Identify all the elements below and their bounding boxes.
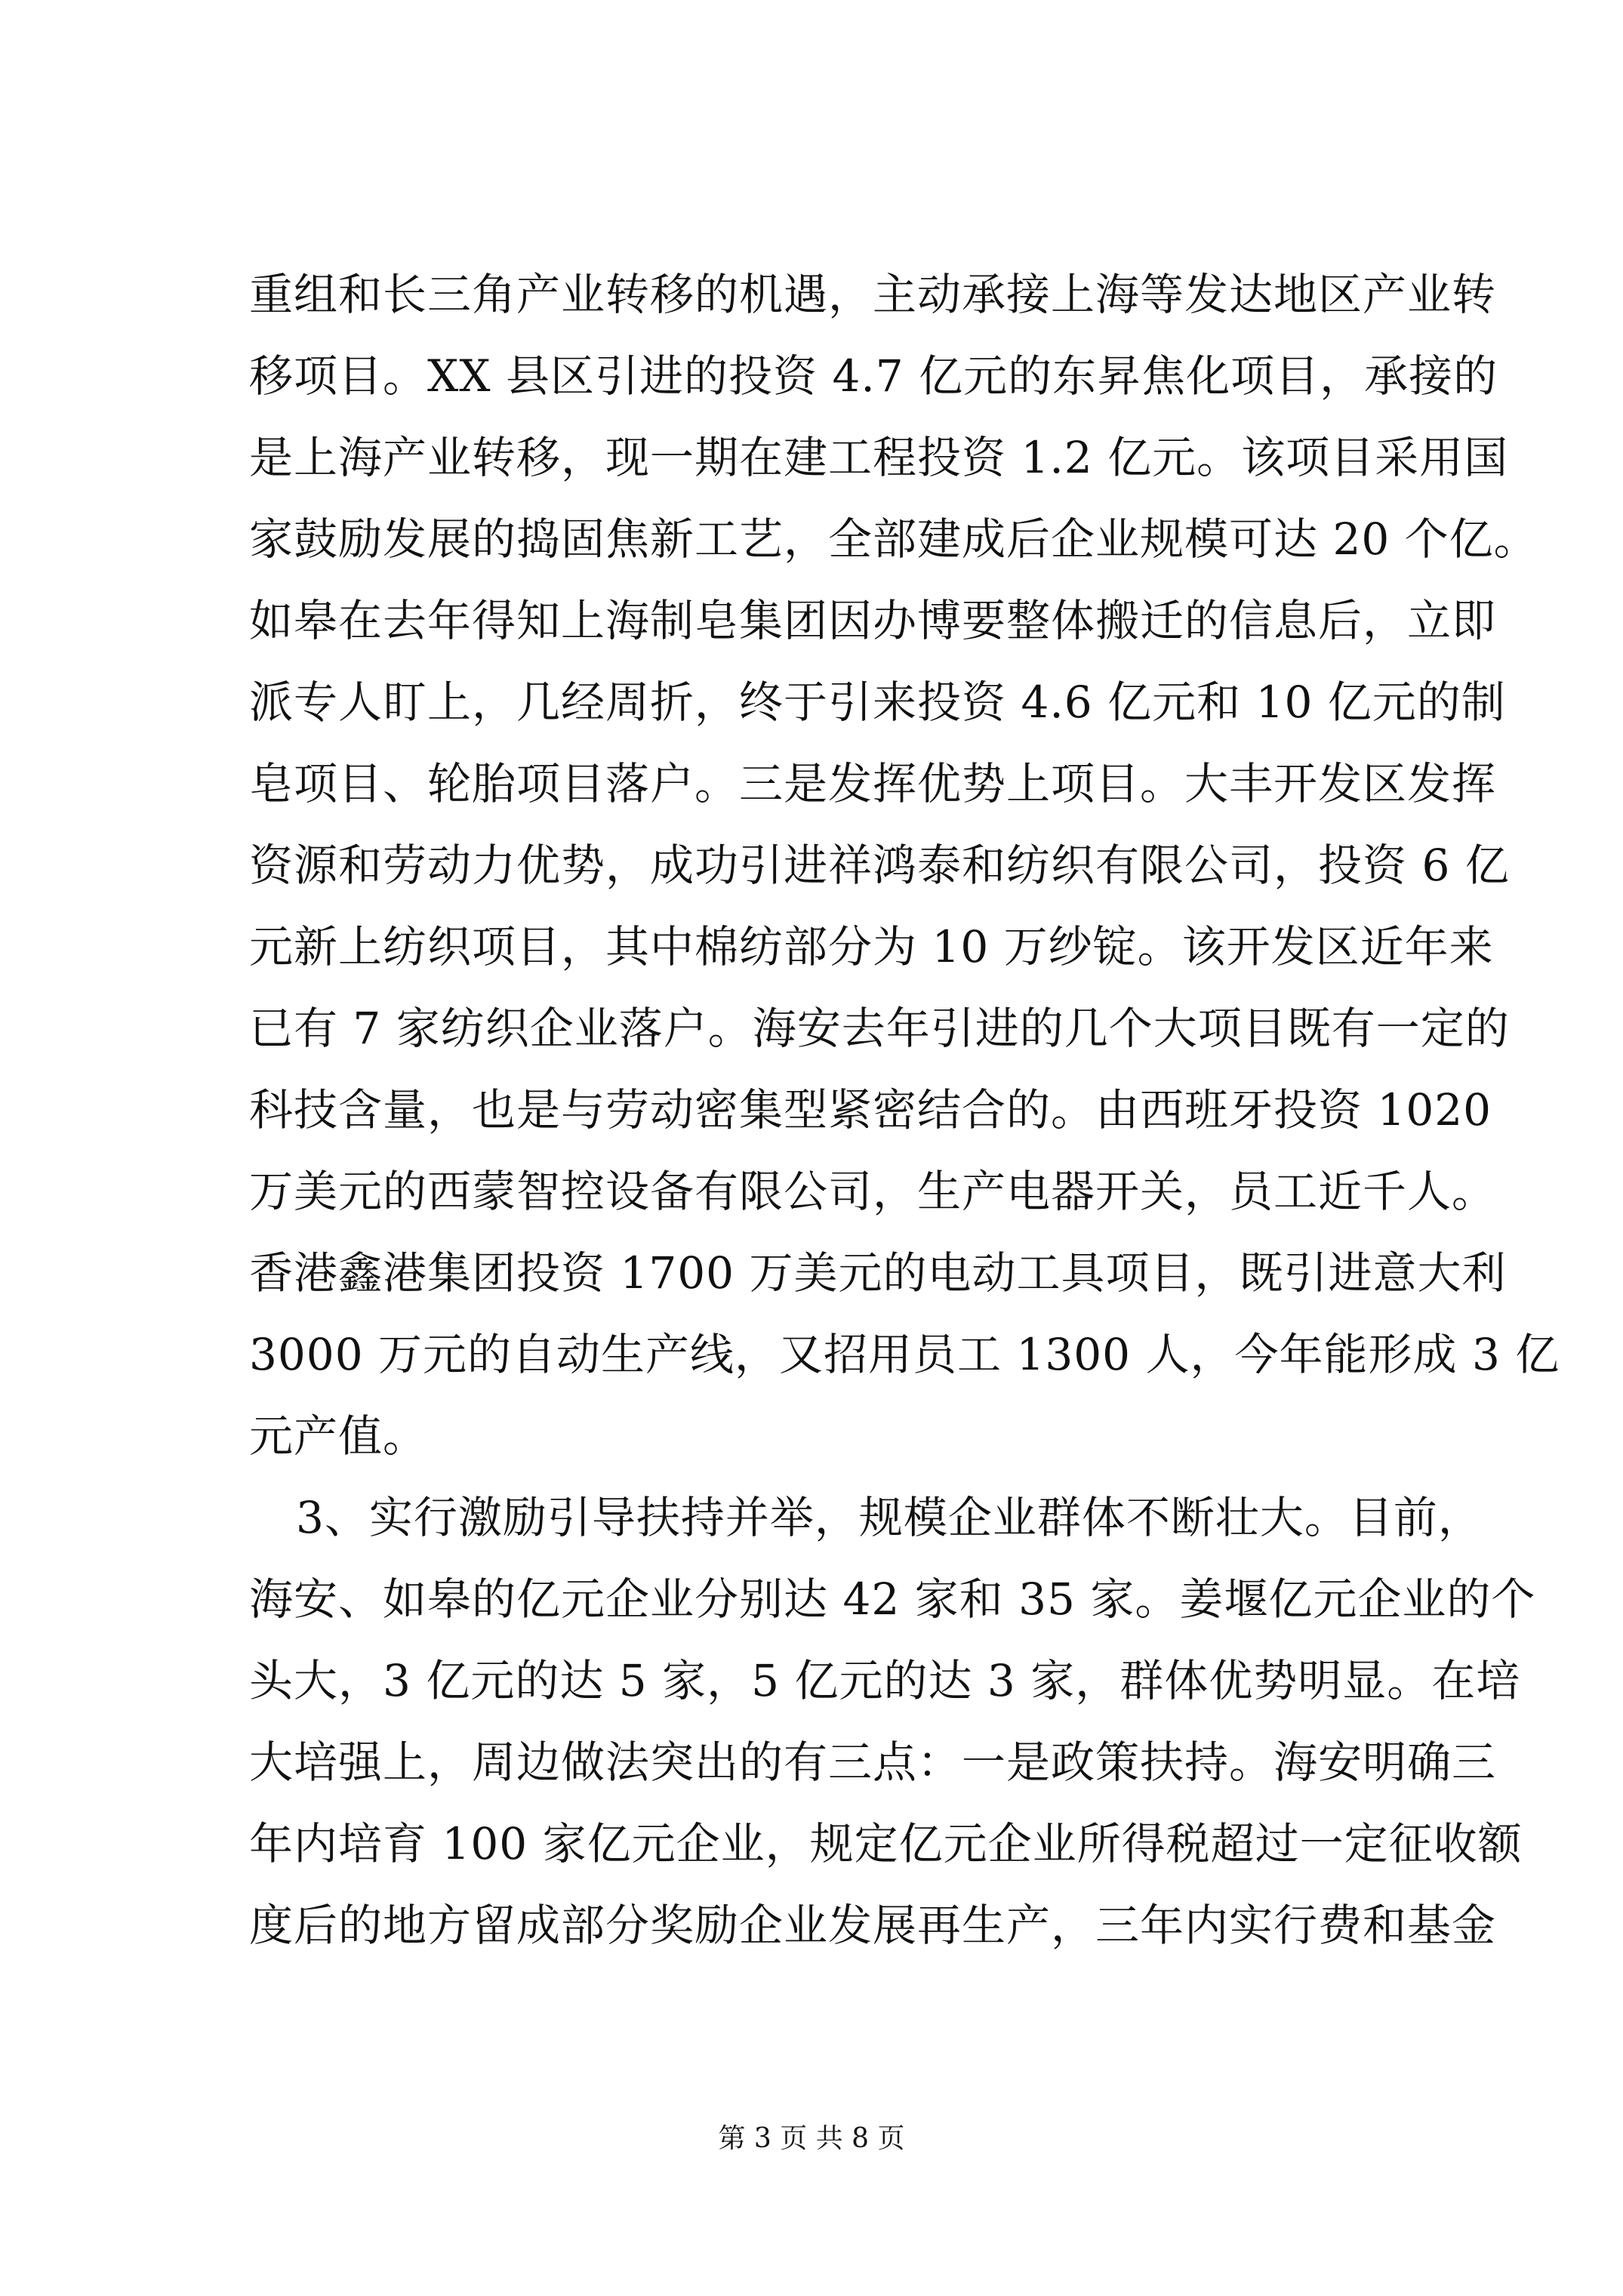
paragraph-start-line: 3、实行激励引导扶持并举，规模企业群体不断壮大。目前， [296, 1492, 1483, 1543]
text-line: 家鼓励发展的捣固焦新工艺，全部建成后企业规模可达 20 个亿。 [249, 513, 1538, 565]
text-line: 科技含量，也是与劳动密集型紧密结合的。由西班牙投资 1020 [249, 1084, 1492, 1136]
text-line: 大培强上，周边做法突出的有三点：一是政策扶持。海安明确三 [249, 1737, 1497, 1788]
text-line: 元产值。 [249, 1410, 428, 1462]
text-line: 资源和劳动力优势，成功引进祥鸿泰和纺织有限公司，投资 6 亿 [249, 840, 1510, 891]
text-line: 香港鑫港集团投资 1700 万美元的电动工具项目，既引进意大利 [249, 1247, 1507, 1299]
text-line: 如皋在去年得知上海制皂集团因办博要整体搬迁的信息后，立即 [249, 595, 1497, 646]
document-body [249, 254, 1560, 1966]
text-line: 头大，3 亿元的达 5 家，5 亿元的达 3 家，群体优势明显。在培 [249, 1655, 1521, 1706]
text-line: 派专人盯上，几经周折，终于引来投资 4.6 亿元和 10 亿元的制 [249, 676, 1506, 728]
text-line: 年内培育 100 家亿元企业，规定亿元企业所得税超过一定征收额 [249, 1818, 1523, 1869]
text-line: 3000 万元的自动生产线，又招用员工 1300 人，今年能形成 3 亿 [249, 1329, 1560, 1380]
text-line: 是上海产业转移，现一期在建工程投资 1.2 亿元。该项目采用国 [249, 432, 1509, 483]
text-line: 重组和长三角产业转移的机遇，主动承接上海等发达地区产业转 [249, 269, 1497, 320]
page-footer: 第 3 页 共 8 页 [718, 2123, 905, 2154]
text-line: 万美元的西蒙智控设备有限公司，生产电器开关，员工近千人。 [249, 1166, 1497, 1217]
text-line: 已有 7 家纺织企业落户。海安去年引进的几个大项目既有一定的 [249, 1003, 1510, 1054]
text-line: 海安、如皋的亿元企业分别达 42 家和 35 家。姜堰亿元企业的个 [249, 1573, 1536, 1625]
text-line: 移项目。XX 县区引进的投资 4.7 亿元的东昇焦化项目，承接的 [249, 350, 1498, 402]
text-line: 度后的地方留成部分奖励企业发展再生产，三年内实行费和基金 [249, 1900, 1497, 1951]
text-line: 皂项目、轮胎项目落户。三是发挥优势上项目。大丰开发区发挥 [249, 758, 1497, 809]
text-line: 元新上纺织项目，其中棉纺部分为 10 万纱锭。该开发区近年来 [249, 921, 1494, 972]
